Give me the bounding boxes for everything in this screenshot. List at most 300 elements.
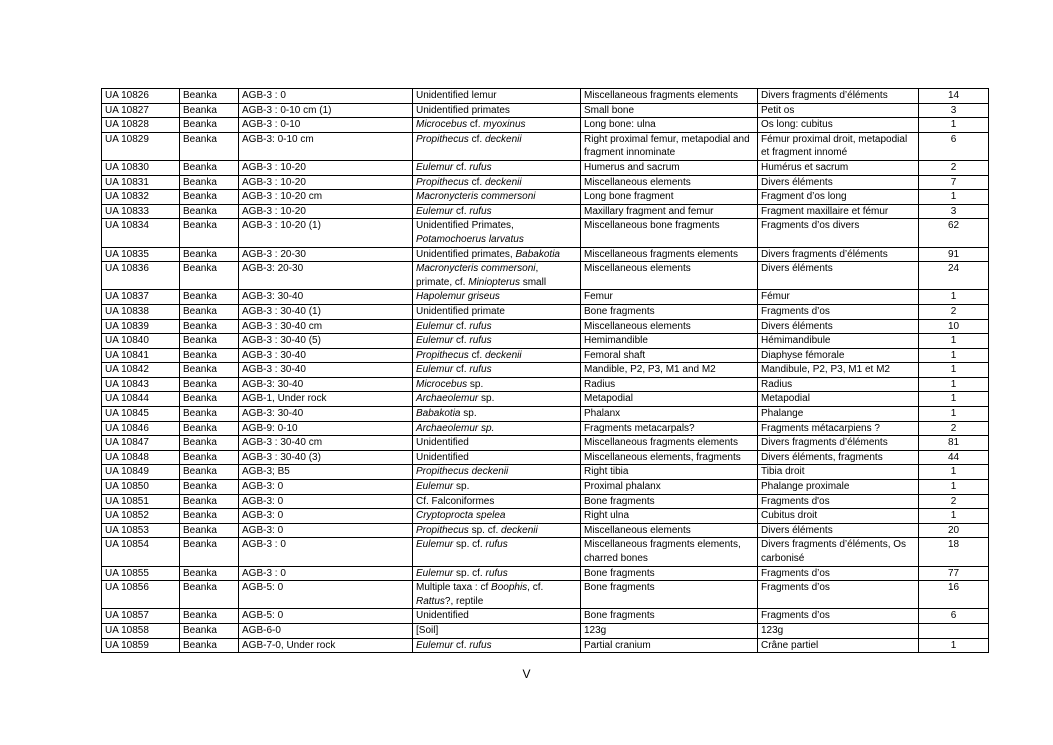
table-row: [102, 509, 989, 524]
locality-cell: AGB-3 : 10-20 (1): [239, 219, 413, 247]
element-french-cell: Fémur: [758, 290, 919, 305]
element-french-cell: Divers fragments d’éléments: [758, 89, 919, 104]
locality-cell: AGB-3 : 30-40 cm: [239, 436, 413, 451]
count-cell: 1: [919, 377, 989, 392]
locality-cell: AGB-3 : 20-30: [239, 247, 413, 262]
taxon-cell: [413, 450, 581, 465]
locality-cell: AGB-3: 20-30: [239, 262, 413, 290]
element-french-cell: 123g: [758, 623, 919, 638]
element-french-cell: Fragment maxillaire et fémur: [758, 204, 919, 219]
catalog-number-cell: UA 10839: [102, 319, 180, 334]
catalog-number-cell: UA 10852: [102, 509, 180, 524]
taxon-cell: [413, 334, 581, 349]
table-row: [102, 103, 989, 118]
element-french-cell: Phalange: [758, 407, 919, 422]
element-english-cell: Bone fragments: [581, 494, 758, 509]
count-cell: 1: [919, 348, 989, 363]
catalog-number-cell: UA 10844: [102, 392, 180, 407]
count-cell: 24: [919, 262, 989, 290]
taxon-segment: Multiple taxa : cf: [416, 582, 492, 594]
element-french-cell: Hémimandibule: [758, 334, 919, 349]
locality-cell: AGB-3 : 10-20: [239, 204, 413, 219]
element-english-cell: Partial cranium: [581, 638, 758, 653]
catalog-number-cell: UA 10834: [102, 219, 180, 247]
table-row: [102, 523, 989, 538]
taxon-segment: Macronycteris commersoni: [416, 263, 536, 275]
taxon-segment: Babakotia: [515, 248, 560, 260]
element-english-cell: Mandible, P2, P3, M1 and M2: [581, 363, 758, 378]
taxon-segment: Unidentified: [416, 437, 469, 449]
taxon-segment: Cf. Falconiformes: [416, 495, 495, 507]
taxon-segment: rufus: [485, 539, 508, 551]
catalog-number-cell: UA 10832: [102, 190, 180, 205]
taxon-segment: Hapolemur griseus: [416, 291, 500, 303]
taxon-segment: Eulemur: [416, 364, 454, 376]
taxon-segment: , cf.: [527, 582, 544, 594]
table-row: [102, 436, 989, 451]
taxon-cell: [413, 89, 581, 104]
site-cell: Beanka: [180, 160, 239, 175]
locality-cell: AGB-3 : 30-40: [239, 348, 413, 363]
taxon-segment: Eulemur: [416, 320, 454, 332]
element-english-cell: Miscellaneous fragments elements: [581, 247, 758, 262]
locality-cell: AGB-3 : 30-40: [239, 363, 413, 378]
taxon-segment: Archaeolemur sp.: [416, 422, 495, 434]
taxon-cell: [413, 103, 581, 118]
element-french-cell: Humérus et sacrum: [758, 160, 919, 175]
taxon-segment: myoxinus: [483, 119, 526, 131]
element-french-cell: Fragments d’os: [758, 609, 919, 624]
site-cell: Beanka: [180, 566, 239, 581]
element-english-cell: Right tibia: [581, 465, 758, 480]
table-row: [102, 392, 989, 407]
taxon-cell: [413, 436, 581, 451]
element-english-cell: Bone fragments: [581, 304, 758, 319]
site-cell: Beanka: [180, 262, 239, 290]
catalog-number-cell: UA 10841: [102, 348, 180, 363]
table-row: [102, 465, 989, 480]
taxon-cell: [413, 290, 581, 305]
catalog-number-cell: UA 10842: [102, 363, 180, 378]
taxon-segment: Microcebus: [416, 119, 468, 131]
taxon-cell: [413, 190, 581, 205]
element-french-cell: Cubitus droit: [758, 509, 919, 524]
element-french-cell: Mandibule, P2, P3, M1 et M2: [758, 363, 919, 378]
catalog-number-cell: UA 10855: [102, 566, 180, 581]
site-cell: Beanka: [180, 623, 239, 638]
element-french-cell: Fragments d’os: [758, 581, 919, 609]
table-row: [102, 132, 989, 160]
site-cell: Beanka: [180, 319, 239, 334]
taxon-segment: sp.: [460, 408, 477, 420]
taxon-segment: Eulemur: [416, 639, 454, 651]
taxon-cell: [413, 247, 581, 262]
count-cell: 6: [919, 609, 989, 624]
element-english-cell: Small bone: [581, 103, 758, 118]
taxon-segment: cf.: [467, 119, 484, 131]
count-cell: 44: [919, 450, 989, 465]
taxon-segment: Eulemur: [416, 335, 454, 347]
table-row: [102, 175, 989, 190]
locality-cell: AGB-3 : 0-10 cm (1): [239, 103, 413, 118]
count-cell: 1: [919, 392, 989, 407]
catalog-number-cell: UA 10843: [102, 377, 180, 392]
table-row: [102, 204, 989, 219]
taxon-cell: [413, 304, 581, 319]
element-french-cell: Fragments d’os divers: [758, 219, 919, 247]
locality-cell: AGB-3 : 10-20 cm: [239, 190, 413, 205]
count-cell: 1: [919, 118, 989, 133]
site-cell: Beanka: [180, 175, 239, 190]
element-english-cell: Right proximal femur, metapodial and fragment innominate: [581, 132, 758, 160]
taxon-cell: [413, 319, 581, 334]
taxon-segment: deckenii: [501, 524, 538, 536]
catalog-number-cell: UA 10840: [102, 334, 180, 349]
page-number: V: [522, 667, 531, 681]
taxon-cell: [413, 581, 581, 609]
table-row: [102, 638, 989, 653]
table-row: [102, 334, 989, 349]
table-row: [102, 89, 989, 104]
element-french-cell: Diaphyse fémorale: [758, 348, 919, 363]
locality-cell: AGB-3: 0-10 cm: [239, 132, 413, 160]
element-english-cell: Miscellaneous fragments elements: [581, 89, 758, 104]
locality-cell: AGB-3: 0: [239, 509, 413, 524]
taxon-segment: Archaeolemur: [416, 393, 479, 405]
table-row: [102, 247, 989, 262]
taxon-segment: sp. cf.: [453, 567, 486, 579]
element-english-cell: Bone fragments: [581, 581, 758, 609]
taxon-segment: cf.: [453, 639, 470, 651]
element-french-cell: Divers éléments: [758, 523, 919, 538]
locality-cell: AGB-3 : 0: [239, 89, 413, 104]
element-french-cell: Divers fragments d’éléments, Os carbonisé: [758, 538, 919, 566]
element-english-cell: Bone fragments: [581, 609, 758, 624]
taxon-cell: [413, 204, 581, 219]
taxon-segment: Potamochoerus larvatus: [416, 233, 524, 245]
table-row: [102, 407, 989, 422]
table-row: [102, 623, 989, 638]
element-english-cell: Hemimandible: [581, 334, 758, 349]
catalog-number-cell: UA 10854: [102, 538, 180, 566]
site-cell: Beanka: [180, 436, 239, 451]
catalog-number-cell: UA 10845: [102, 407, 180, 422]
site-cell: Beanka: [180, 538, 239, 566]
element-french-cell: Fragment d’os long: [758, 190, 919, 205]
taxon-segment: Macronycteris commersoni: [416, 191, 536, 203]
table-row: [102, 219, 989, 247]
element-french-cell: Os long: cubitus: [758, 118, 919, 133]
site-cell: Beanka: [180, 377, 239, 392]
site-cell: Beanka: [180, 480, 239, 495]
element-french-cell: Fragments métacarpiens ?: [758, 421, 919, 436]
taxon-segment: sp.: [453, 481, 470, 493]
catalog-number-cell: UA 10853: [102, 523, 180, 538]
element-french-cell: Divers éléments: [758, 262, 919, 290]
site-cell: Beanka: [180, 190, 239, 205]
element-french-cell: Fémur proximal droit, metapodial et fragment innomé: [758, 132, 919, 160]
element-french-cell: Divers fragments d’éléments: [758, 247, 919, 262]
taxon-segment: Unidentified primates,: [416, 248, 516, 260]
catalog-number-cell: UA 10835: [102, 247, 180, 262]
taxon-segment: ?, reptile: [444, 595, 484, 607]
locality-cell: AGB-3; B5: [239, 465, 413, 480]
taxon-segment: rufus: [469, 335, 492, 347]
count-cell: 1: [919, 190, 989, 205]
element-english-cell: Maxillary fragment and femur: [581, 204, 758, 219]
count-cell: 2: [919, 160, 989, 175]
count-cell: 91: [919, 247, 989, 262]
taxon-cell: [413, 609, 581, 624]
taxon-segment: sp.: [467, 378, 484, 390]
taxon-segment: deckenii: [484, 133, 522, 145]
taxon-segment: Cryptoprocta spelea: [416, 510, 506, 522]
table-row: [102, 348, 989, 363]
taxon-cell: [413, 509, 581, 524]
catalog-number-cell: UA 10857: [102, 609, 180, 624]
taxon-segment: , primate, cf.: [416, 263, 539, 288]
site-cell: Beanka: [180, 609, 239, 624]
locality-cell: AGB-3 : 10-20: [239, 160, 413, 175]
count-cell: 20: [919, 523, 989, 538]
taxon-segment: rufus: [469, 205, 492, 217]
element-english-cell: Bone fragments: [581, 566, 758, 581]
locality-cell: AGB-3 : 0: [239, 538, 413, 566]
element-french-cell: Phalange proximale: [758, 480, 919, 495]
count-cell: 1: [919, 334, 989, 349]
taxon-cell: [413, 638, 581, 653]
locality-cell: AGB-6-0: [239, 623, 413, 638]
count-cell: 1: [919, 480, 989, 495]
table-row: [102, 363, 989, 378]
table-row: [102, 450, 989, 465]
catalog-number-cell: UA 10838: [102, 304, 180, 319]
taxon-segment: deckenii: [484, 349, 522, 361]
table-row: [102, 377, 989, 392]
taxon-segment: cf.: [453, 320, 470, 332]
catalog-number-cell: UA 10828: [102, 118, 180, 133]
element-french-cell: Divers éléments: [758, 319, 919, 334]
taxon-segment: cf.: [453, 161, 470, 173]
count-cell: 14: [919, 89, 989, 104]
site-cell: Beanka: [180, 348, 239, 363]
taxon-segment: Propithecus deckenii: [416, 466, 509, 478]
element-english-cell: Miscellaneous fragments elements: [581, 436, 758, 451]
taxon-segment: Propithecus: [416, 349, 469, 361]
taxon-segment: Eulemur: [416, 539, 454, 551]
taxon-segment: sp. cf.: [453, 539, 486, 551]
taxon-cell: [413, 494, 581, 509]
element-english-cell: Fragments metacarpals?: [581, 421, 758, 436]
taxon-cell: [413, 623, 581, 638]
taxon-segment: Boophis: [491, 582, 528, 594]
element-english-cell: Miscellaneous fragments elements, charred bones: [581, 538, 758, 566]
taxon-segment: Unidentified lemur: [416, 90, 497, 101]
specimen-table: [101, 88, 989, 653]
specimen-table-body: [102, 89, 989, 653]
site-cell: Beanka: [180, 204, 239, 219]
element-english-cell: Proximal phalanx: [581, 480, 758, 495]
site-cell: Beanka: [180, 509, 239, 524]
element-english-cell: Miscellaneous elements: [581, 319, 758, 334]
site-cell: Beanka: [180, 421, 239, 436]
taxon-segment: rufus: [469, 639, 492, 651]
count-cell: 16: [919, 581, 989, 609]
site-cell: Beanka: [180, 523, 239, 538]
locality-cell: AGB-7-0, Under rock: [239, 638, 413, 653]
locality-cell: AGB-3 : 0: [239, 566, 413, 581]
table-row: [102, 566, 989, 581]
site-cell: Beanka: [180, 89, 239, 104]
taxon-segment: Unidentified Primates,: [416, 220, 514, 232]
taxon-cell: [413, 465, 581, 480]
taxon-cell: [413, 407, 581, 422]
locality-cell: AGB-3 : 30-40 (5): [239, 334, 413, 349]
taxon-cell: [413, 348, 581, 363]
site-cell: Beanka: [180, 334, 239, 349]
count-cell: 62: [919, 219, 989, 247]
locality-cell: AGB-5: 0: [239, 581, 413, 609]
taxon-segment: cf.: [453, 364, 470, 376]
element-french-cell: Fragments d'os: [758, 494, 919, 509]
catalog-number-cell: UA 10826: [102, 89, 180, 104]
locality-cell: AGB-1, Under rock: [239, 392, 413, 407]
taxon-segment: rufus: [469, 161, 492, 173]
taxon-segment: Microcebus: [416, 378, 468, 390]
taxon-segment: Eulemur: [416, 205, 454, 217]
taxon-cell: [413, 175, 581, 190]
table-row: [102, 538, 989, 566]
catalog-number-cell: UA 10850: [102, 480, 180, 495]
locality-cell: AGB-3: 30-40: [239, 377, 413, 392]
locality-cell: AGB-5: 0: [239, 609, 413, 624]
count-cell: 7: [919, 175, 989, 190]
catalog-number-cell: UA 10848: [102, 450, 180, 465]
taxon-segment: deckenii: [484, 176, 522, 188]
catalog-number-cell: UA 10831: [102, 175, 180, 190]
locality-cell: AGB-3: 0: [239, 523, 413, 538]
taxon-segment: [Soil]: [416, 624, 439, 636]
site-cell: Beanka: [180, 304, 239, 319]
taxon-segment: cf.: [468, 176, 485, 188]
table-row: [102, 480, 989, 495]
element-french-cell: Fragments d’os: [758, 304, 919, 319]
taxon-segment: Unidentified: [416, 610, 469, 622]
taxon-segment: Propithecus: [416, 133, 469, 145]
table-row: [102, 581, 989, 609]
taxon-segment: Eulemur: [416, 567, 454, 579]
count-cell: 1: [919, 465, 989, 480]
locality-cell: AGB-3 : 30-40 (1): [239, 304, 413, 319]
element-english-cell: Long bone: ulna: [581, 118, 758, 133]
locality-cell: AGB-3 : 30-40 (3): [239, 450, 413, 465]
count-cell: 81: [919, 436, 989, 451]
site-cell: Beanka: [180, 103, 239, 118]
table-row: [102, 290, 989, 305]
taxon-cell: [413, 392, 581, 407]
catalog-number-cell: UA 10858: [102, 623, 180, 638]
locality-cell: AGB-9: 0-10: [239, 421, 413, 436]
catalog-number-cell: UA 10830: [102, 160, 180, 175]
count-cell: 2: [919, 421, 989, 436]
taxon-segment: sp.: [478, 393, 495, 405]
element-french-cell: Fragments d’os: [758, 566, 919, 581]
catalog-number-cell: UA 10833: [102, 204, 180, 219]
count-cell: 1: [919, 363, 989, 378]
locality-cell: AGB-3 : 30-40 cm: [239, 319, 413, 334]
catalog-number-cell: UA 10836: [102, 262, 180, 290]
taxon-cell: [413, 566, 581, 581]
site-cell: Beanka: [180, 494, 239, 509]
element-french-cell: Divers fragments d’éléments: [758, 436, 919, 451]
catalog-number-cell: UA 10837: [102, 290, 180, 305]
count-cell: 1: [919, 290, 989, 305]
element-french-cell: Metapodial: [758, 392, 919, 407]
table-row: [102, 190, 989, 205]
element-english-cell: Miscellaneous elements: [581, 262, 758, 290]
catalog-number-cell: UA 10847: [102, 436, 180, 451]
site-cell: Beanka: [180, 638, 239, 653]
taxon-segment: Eulemur: [416, 161, 454, 173]
catalog-number-cell: UA 10829: [102, 132, 180, 160]
element-english-cell: Phalanx: [581, 407, 758, 422]
site-cell: Beanka: [180, 363, 239, 378]
element-french-cell: Crâne partiel: [758, 638, 919, 653]
table-row: [102, 118, 989, 133]
taxon-segment: Eulemur: [416, 481, 454, 493]
table-row: [102, 609, 989, 624]
taxon-segment: Propithecus: [416, 176, 469, 188]
site-cell: Beanka: [180, 450, 239, 465]
taxon-segment: sp. cf.: [468, 524, 502, 536]
count-cell: 3: [919, 103, 989, 118]
taxon-cell: [413, 118, 581, 133]
locality-cell: AGB-3: 30-40: [239, 407, 413, 422]
count-cell: 10: [919, 319, 989, 334]
count-cell: 3: [919, 204, 989, 219]
catalog-number-cell: UA 10849: [102, 465, 180, 480]
catalog-number-cell: UA 10859: [102, 638, 180, 653]
element-english-cell: 123g: [581, 623, 758, 638]
taxon-segment: rufus: [485, 567, 508, 579]
element-english-cell: Metapodial: [581, 392, 758, 407]
taxon-segment: rufus: [469, 364, 492, 376]
count-cell: 1: [919, 407, 989, 422]
taxon-cell: [413, 132, 581, 160]
table-row: [102, 421, 989, 436]
site-cell: Beanka: [180, 132, 239, 160]
taxon-segment: cf.: [453, 335, 470, 347]
element-english-cell: Miscellaneous elements: [581, 175, 758, 190]
element-english-cell: Radius: [581, 377, 758, 392]
site-cell: Beanka: [180, 465, 239, 480]
element-french-cell: Tibia droit: [758, 465, 919, 480]
taxon-cell: [413, 523, 581, 538]
catalog-number-cell: UA 10856: [102, 581, 180, 609]
locality-cell: AGB-3: 0: [239, 480, 413, 495]
taxon-segment: cf.: [468, 349, 485, 361]
taxon-cell: [413, 538, 581, 566]
taxon-segment: Miniopterus: [468, 276, 520, 288]
table-row: [102, 319, 989, 334]
element-french-cell: Divers éléments: [758, 175, 919, 190]
element-english-cell: Femoral shaft: [581, 348, 758, 363]
locality-cell: AGB-3: 30-40: [239, 290, 413, 305]
element-french-cell: Petit os: [758, 103, 919, 118]
site-cell: Beanka: [180, 247, 239, 262]
element-english-cell: Long bone fragment: [581, 190, 758, 205]
element-english-cell: Miscellaneous elements: [581, 523, 758, 538]
